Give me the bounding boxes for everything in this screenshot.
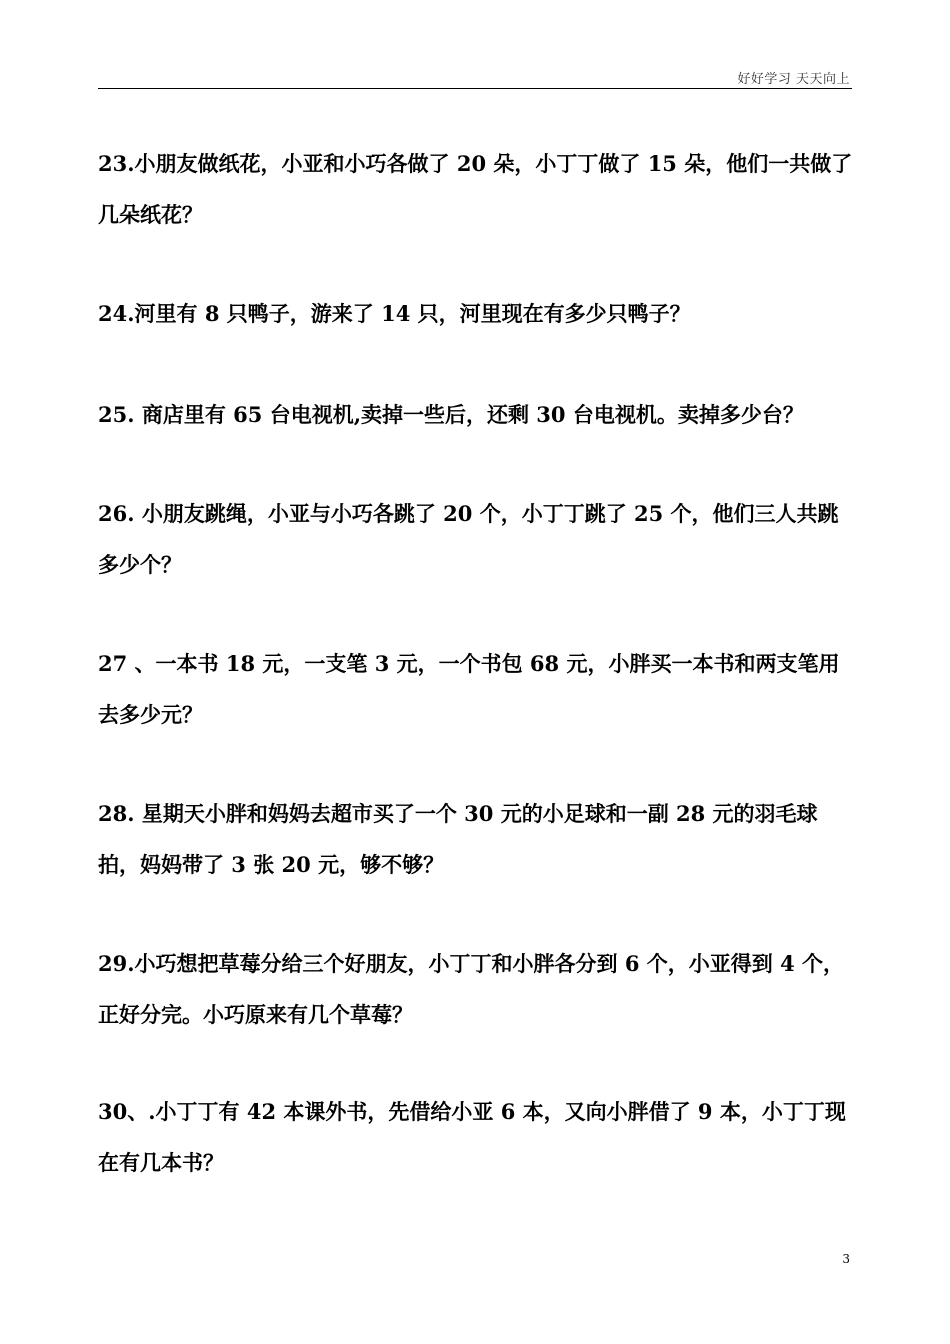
question-25: 25. 商店里有 65 台电视机,卖掉一些后，还剩 30 台电视机。卖掉多少台？ [98, 402, 804, 427]
question-26: 26. 小朋友跳绳，小亚与小巧各跳了 20 个，小丁丁跳了 25 个，他们三人共跳多少个？ [98, 501, 839, 577]
header-divider [98, 88, 852, 89]
question-28: 28. 星期天小胖和妈妈去超市买了一个 30 元的小足球和一副 28 元的羽毛球拍，妈妈带了 3 张 20 元，够不够？ [98, 801, 818, 877]
question-27: 27 、一本书 18 元，一支笔 3 元，一个书包 68 元，小胖买一本书和两支笔用去多少元？ [98, 651, 840, 727]
question-29: 29.小巧想把草莓分给三个好朋友，小丁丁和小胖各分到 6 个，小亚得到 4 个，正好分完。小巧原来有几个草莓？ [98, 951, 844, 1027]
page-number: 3 [842, 1252, 850, 1266]
question-24: 24.河里有 8 只鸭子，游来了 14 只，河里现在有多少只鸭子？ [98, 301, 691, 326]
question-23: 23.小朋友做纸花，小亚和小巧各做了 20 朵，小丁丁做了 15 朵，他们一共做了几朵纸花？ [98, 151, 853, 227]
question-30: 30、.小丁丁有 42 本课外书，先借给小亚 6 本，又向小胖借了 9 本，小丁丁现在有几本书？ [98, 1099, 846, 1175]
header-motto: 好好学习 天天向上 [737, 72, 850, 87]
